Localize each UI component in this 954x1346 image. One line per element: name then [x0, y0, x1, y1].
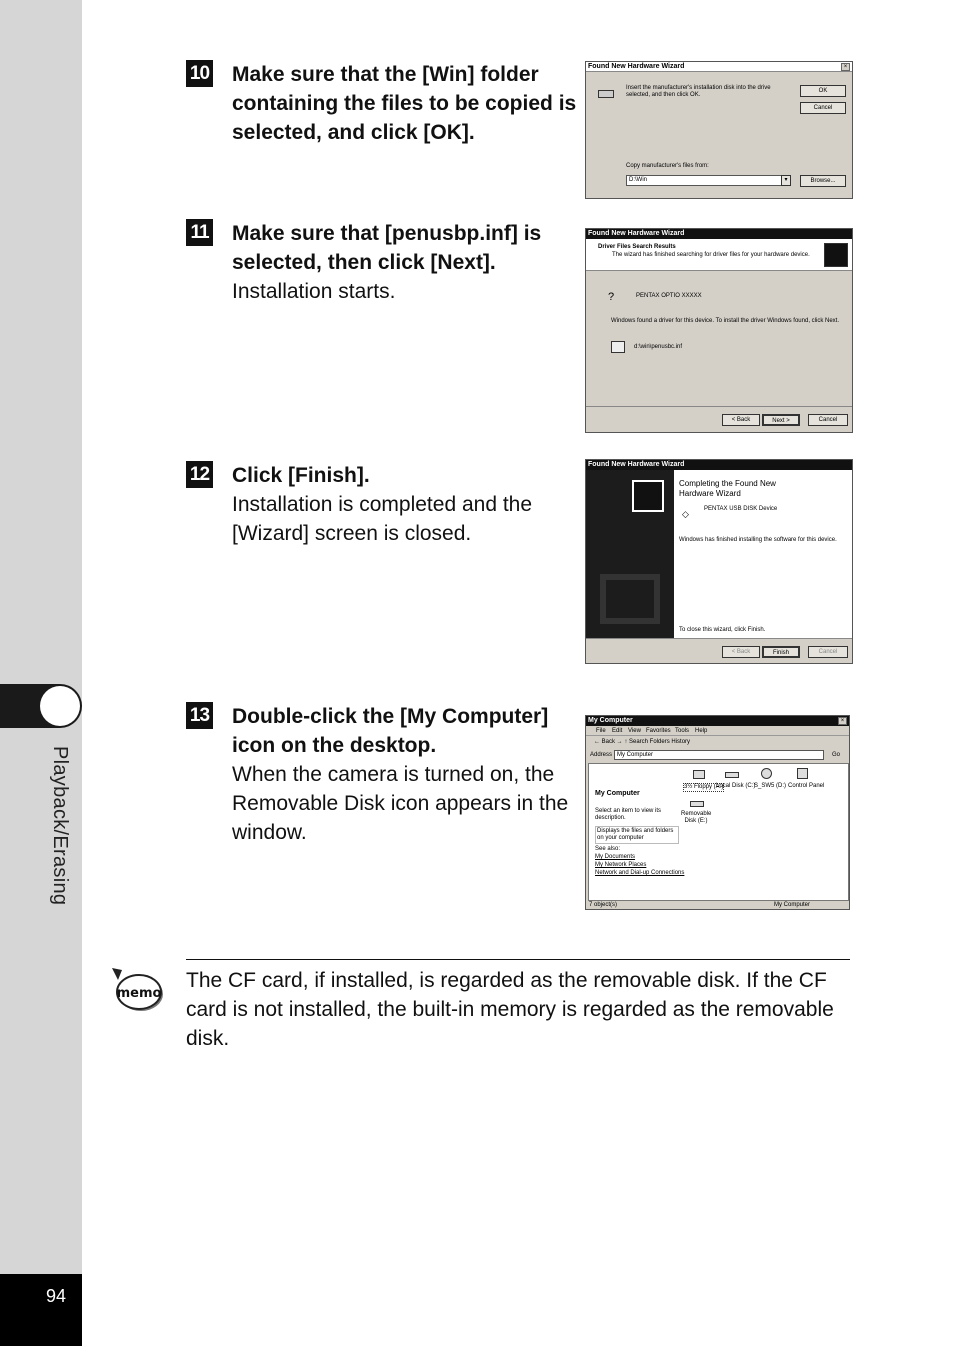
- screenshot-completing-wizard: [585, 459, 853, 664]
- step-result: Installation is completed and the [Wizard] screen is closed.: [232, 493, 533, 545]
- dropdown-arrow-icon[interactable]: ▾: [781, 175, 791, 186]
- menu-help[interactable]: Help: [695, 728, 708, 734]
- step-text: [232, 702, 587, 847]
- status-right: My Computer: [774, 902, 811, 908]
- screenshot-hardware-wizard-disk: [585, 61, 853, 199]
- wizard-header: [586, 239, 853, 271]
- ok-button[interactable]: OK: [800, 85, 846, 97]
- window-title: My Computer: [586, 716, 849, 726]
- screenshot-my-computer: [585, 715, 850, 910]
- window-title: Found New Hardware Wizard: [586, 460, 852, 470]
- window-title: Found New Hardware Wizard: [586, 62, 852, 72]
- link-my-documents[interactable]: My Documents: [595, 854, 636, 860]
- menu-file[interactable]: File: [596, 728, 606, 734]
- status-left: 7 object(s): [589, 902, 618, 908]
- section-tab-dot: [40, 686, 80, 726]
- cancel-button[interactable]: Cancel: [800, 102, 846, 114]
- step-result: Installation starts.: [232, 280, 396, 303]
- finish-button[interactable]: Finish: [762, 646, 800, 658]
- removable-disk-icon[interactable]: [690, 801, 704, 807]
- wizard-side-panel: [586, 470, 674, 638]
- link-network-places[interactable]: My Network Places: [595, 862, 647, 868]
- wizard-content: [674, 470, 853, 638]
- step-instruction: Double-click the [My Computer] icon on the desktop.: [232, 705, 549, 757]
- menu-tools[interactable]: Tools: [675, 728, 690, 734]
- memo-icon-label: memo: [116, 986, 162, 1001]
- next-button[interactable]: Next >: [762, 414, 800, 426]
- step-instruction: Make sure that the [Win] folder containing the files to be copied is selected, and click [OK].: [232, 63, 577, 144]
- hardware-wizard-icon: [632, 480, 664, 512]
- step-number: 10: [186, 60, 213, 87]
- address-input[interactable]: My Computer: [614, 750, 824, 760]
- go-button[interactable]: Go: [832, 752, 841, 758]
- panel-hint: Select an item to view its description.: [595, 808, 662, 821]
- window-controls-icon[interactable]: ×: [838, 717, 847, 725]
- floppy-drive-icon[interactable]: [693, 770, 705, 779]
- insert-disk-message: Insert the manufacturer's installation disk into the drive selected, and then click OK.: [626, 85, 771, 98]
- local-disk-icon[interactable]: [725, 772, 739, 778]
- driver-found-message: Windows found a driver for this device. To install the driver Windows found, click Next.: [611, 318, 839, 324]
- device-name: PENTAX USB DISK Device: [704, 506, 778, 512]
- header-title: Driver Files Search Results: [598, 244, 676, 250]
- wizard-watermark: [600, 574, 660, 624]
- inf-file-icon: [611, 341, 625, 353]
- memo-icon: [108, 966, 166, 1016]
- back-button[interactable]: < Back: [722, 414, 760, 426]
- cd-drive-label[interactable]: S_SW5 (D:): [754, 783, 787, 789]
- step-instruction: Click [Finish].: [232, 464, 370, 487]
- step-instruction: Make sure that [penusbp.inf] is selected, then click [Next].: [232, 222, 542, 274]
- menu-bar: [586, 726, 850, 736]
- step-text: [232, 219, 587, 306]
- divider: [586, 638, 853, 639]
- page-number-box: [0, 1274, 82, 1346]
- divider: [586, 406, 853, 407]
- panel-title: My Computer: [595, 790, 640, 797]
- unknown-device-icon: ?: [608, 291, 615, 303]
- path-input[interactable]: D:\Win: [626, 175, 791, 186]
- side-margin: [0, 0, 82, 1346]
- section-label: Playback/Erasing: [49, 746, 71, 906]
- step-number: 13: [186, 702, 213, 729]
- browse-button[interactable]: Browse...: [800, 175, 846, 187]
- hardware-wizard-icon: [824, 243, 848, 267]
- step-text: [232, 60, 587, 147]
- content-area: [588, 763, 849, 901]
- page-number: 94: [46, 1286, 67, 1306]
- address-label: Address: [590, 752, 613, 758]
- step-result: When the camera is turned on, the Removable Disk icon appears in the window.: [232, 763, 569, 844]
- step-number: 11: [186, 219, 213, 246]
- close-icon[interactable]: ×: [841, 63, 850, 71]
- close-wizard-message: To close this wizard, click Finish.: [679, 627, 766, 633]
- memo-text: The CF card, if installed, is regarded as the removable disk. If the CF card is not installed, the built-in memory is regarded as the removable disk.: [186, 969, 834, 1050]
- control-panel-icon[interactable]: [797, 768, 808, 779]
- screenshot-driver-search-results: [585, 228, 853, 433]
- see-also-label: See also:: [595, 846, 621, 852]
- device-name: PENTAX OPTIO XXXXX: [636, 293, 702, 299]
- device-diamond-icon: ◇: [682, 509, 689, 519]
- step-number: 12: [186, 461, 213, 488]
- removable-disk-label[interactable]: Removable Disk (E:): [681, 811, 712, 824]
- header-subtitle: The wizard has finished searching for driver files for your hardware device.: [612, 252, 810, 258]
- completing-heading: Completing the Found New Hardware Wizard: [679, 479, 776, 498]
- toolbar[interactable]: ← Back → ↑ Search Folders History: [594, 739, 691, 745]
- disk-drive-icon: [598, 90, 614, 98]
- cd-drive-icon[interactable]: [761, 768, 772, 779]
- menu-edit[interactable]: Edit: [612, 728, 623, 734]
- driver-file-path: d:\win\penusbc.inf: [634, 344, 683, 350]
- back-button[interactable]: < Back: [722, 646, 760, 658]
- window-title: Found New Hardware Wizard: [586, 229, 852, 239]
- panel-description: Displays the files and folders on your computer: [595, 826, 679, 844]
- floppy-drive-label[interactable]: 3½ Floppy (A:): [684, 784, 724, 790]
- cancel-button[interactable]: Cancel: [808, 646, 848, 658]
- menu-view[interactable]: View: [628, 728, 641, 734]
- install-done-message: Windows has finished installing the software for this device.: [679, 537, 837, 543]
- cancel-button[interactable]: Cancel: [808, 414, 848, 426]
- step-text: [232, 461, 587, 548]
- copy-from-label: Copy manufacturer's files from:: [626, 163, 709, 169]
- link-dialup[interactable]: Network and Dial-up Connections: [595, 870, 685, 876]
- control-panel-label[interactable]: Control Panel: [788, 783, 825, 789]
- memo-divider: [186, 959, 850, 960]
- menu-favorites[interactable]: Favorites: [646, 728, 671, 734]
- local-disk-label[interactable]: Local Disk (C:): [716, 783, 756, 789]
